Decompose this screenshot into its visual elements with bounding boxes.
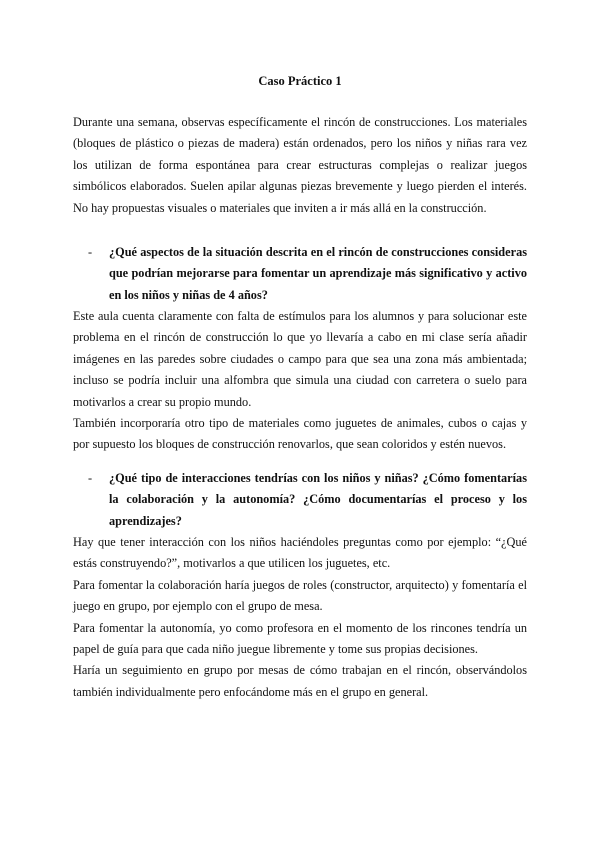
page-title: Caso Práctico 1 <box>258 74 342 88</box>
intro-paragraph <box>73 112 527 219</box>
bullet-dash: - <box>88 471 93 485</box>
bullet-dash: - <box>88 245 93 259</box>
answer-paragraph: Para fomentar la colaboración haría juegos de roles (constructor, arquitecto) y fomentaría el juego en grupo, por ejemplo con el grupo de mesa. <box>73 577 527 614</box>
answer-paragraph: Hay que tener interacción con los niños haciéndoles preguntas como por ejemplo: “¿Qué estás construyendo?”, motivarlos a que utilicen los juguetes, etc. <box>73 535 527 571</box>
answer-paragraph: Este aula cuenta claramente con falta de estímulos para los alumnos y para solucionar este problema en el rincón de construcción lo que yo llevaría a cabo en mi clase sería añadir imágenes en las paredes sobre ciudades o campo para que sea una zona más ambientada; incluso se podría incluir una alfombra que simula una ciudad con carretera o suelo para motivarlos a crear su propio mundo. <box>73 309 527 409</box>
question-2-text: ¿Qué tipo de interacciones tendrías con los niños y niñas? ¿Cómo fomentarías la colaboración y la autonomía? ¿Cómo documentarías el proceso y los aprendizajes? <box>109 471 527 528</box>
answer-2-block <box>73 532 527 703</box>
question-2 <box>88 468 527 532</box>
answer-paragraph: También incorporaría otro tipo de materiales como juguetes de animales, cubos o cajas y por supuesto los bloques de construcción renovarlos, que sean coloridos y estén nuevos. <box>73 416 527 452</box>
answer-1-block <box>73 306 527 456</box>
intro-text: Durante una semana, observas específicamente el rincón de construcciones. Los materiales (bloques de plástico o piezas de madera) están ordenados, pero los niños y niñas rara vez los utilizan de forma espontánea para crear estructuras complejas o realizar juegos simbólicos elaborados. Suelen apilar algunas piezas brevemente y luego pierden el interés. No hay propuestas visuales o materiales que inviten a ir más allá en la construcción. <box>73 115 527 215</box>
question-1-text: ¿Qué aspectos de la situación descrita en el rincón de construcciones consideras que podrían mejorarse para fomentar un aprendizaje más significativo y activo en los niños y niñas de 4 años? <box>109 245 527 302</box>
question-1 <box>88 242 527 306</box>
answer-paragraph: Para fomentar la autonomía, yo como profesora en el momento de los rincones tendría un papel de guía para que cada niño juegue libremente y tome sus propias decisiones. <box>73 620 527 657</box>
answer-paragraph: Haría un seguimiento en grupo por mesas de cómo trabajan en el rincón, observándolos también individualmente pero enfocándome más en el grupo en general. <box>73 663 527 699</box>
